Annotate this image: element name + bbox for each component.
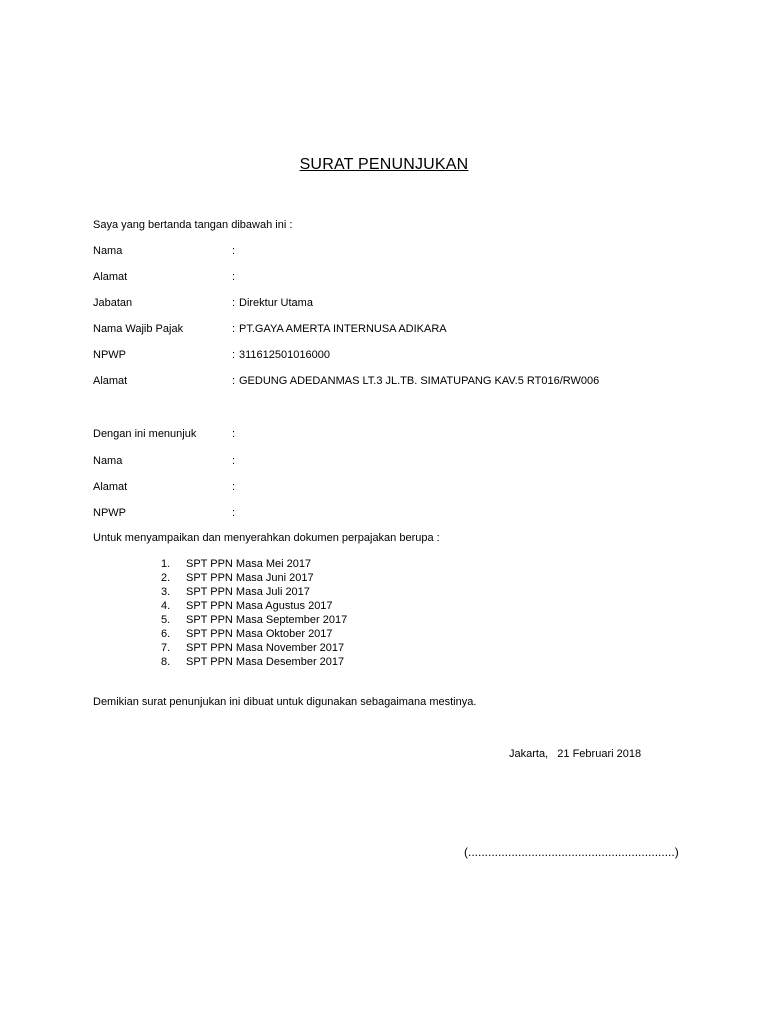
purpose-text: Untuk menyampaikan dan menyerahkan dokumen perpajakan berupa : <box>93 532 440 544</box>
list-item-text: SPT PPN Masa Oktober 2017 <box>186 628 333 640</box>
intro-text: Saya yang bertanda tangan dibawah ini : <box>93 219 293 231</box>
field-colon: : <box>232 271 236 283</box>
field-colon: : <box>232 507 236 519</box>
field-colon: : <box>232 428 236 440</box>
field-label: Alamat <box>93 271 128 283</box>
list-item-number: 4. <box>161 600 171 612</box>
signature-line: (..............................................................) <box>464 845 679 859</box>
field-label: Jabatan <box>93 297 133 309</box>
field-colon: : <box>232 375 236 387</box>
field-colon: : <box>232 481 236 493</box>
list-item-number: 6. <box>161 628 171 640</box>
list-item-text: SPT PPN Masa Juli 2017 <box>186 586 310 598</box>
field-label: Nama <box>93 455 123 467</box>
field-label: Nama <box>93 245 123 257</box>
list-item-text: SPT PPN Masa Juni 2017 <box>186 572 314 584</box>
list-item-text: SPT PPN Masa Agustus 2017 <box>186 600 333 612</box>
page-title: SURAT PENUNJUKAN <box>299 156 469 173</box>
list-item-text: SPT PPN Masa Mei 2017 <box>186 558 312 570</box>
field-label: NPWP <box>93 507 126 519</box>
field-label: NPWP <box>93 349 126 361</box>
list-item-text: SPT PPN Masa September 2017 <box>186 614 348 626</box>
field-value: GEDUNG ADEDANMAS LT.3 JL.TB. SIMATUPANG KAV.5 RT016/RW006 <box>239 375 600 387</box>
field-label: Alamat <box>93 375 128 387</box>
field-colon: : <box>232 297 236 309</box>
place-date: Jakarta, 21 Februari 2018 <box>509 748 642 760</box>
list-item-text: SPT PPN Masa November 2017 <box>186 642 345 654</box>
field-label: Dengan ini menunjuk <box>93 428 197 440</box>
list-item-text: SPT PPN Masa Desember 2017 <box>186 656 345 668</box>
field-value: Direktur Utama <box>239 297 313 309</box>
list-item-number: 2. <box>161 572 171 584</box>
list-item-number: 1. <box>161 558 171 570</box>
list-item-number: 3. <box>161 586 171 598</box>
list-item-number: 7. <box>161 642 171 654</box>
field-label: Nama Wajib Pajak <box>93 323 184 335</box>
field-colon: : <box>232 245 236 257</box>
field-label: Alamat <box>93 481 128 493</box>
list-item-number: 5. <box>161 614 171 626</box>
closing-text: Demikian surat penunjukan ini dibuat untuk digunakan sebagaimana mestinya. <box>93 696 477 708</box>
field-colon: : <box>232 349 236 361</box>
field-value: PT.GAYA AMERTA INTERNUSA ADIKARA <box>239 323 447 335</box>
field-colon: : <box>232 455 236 467</box>
field-value: 311612501016000 <box>239 349 330 361</box>
field-colon: : <box>232 323 236 335</box>
list-item-number: 8. <box>161 656 171 668</box>
